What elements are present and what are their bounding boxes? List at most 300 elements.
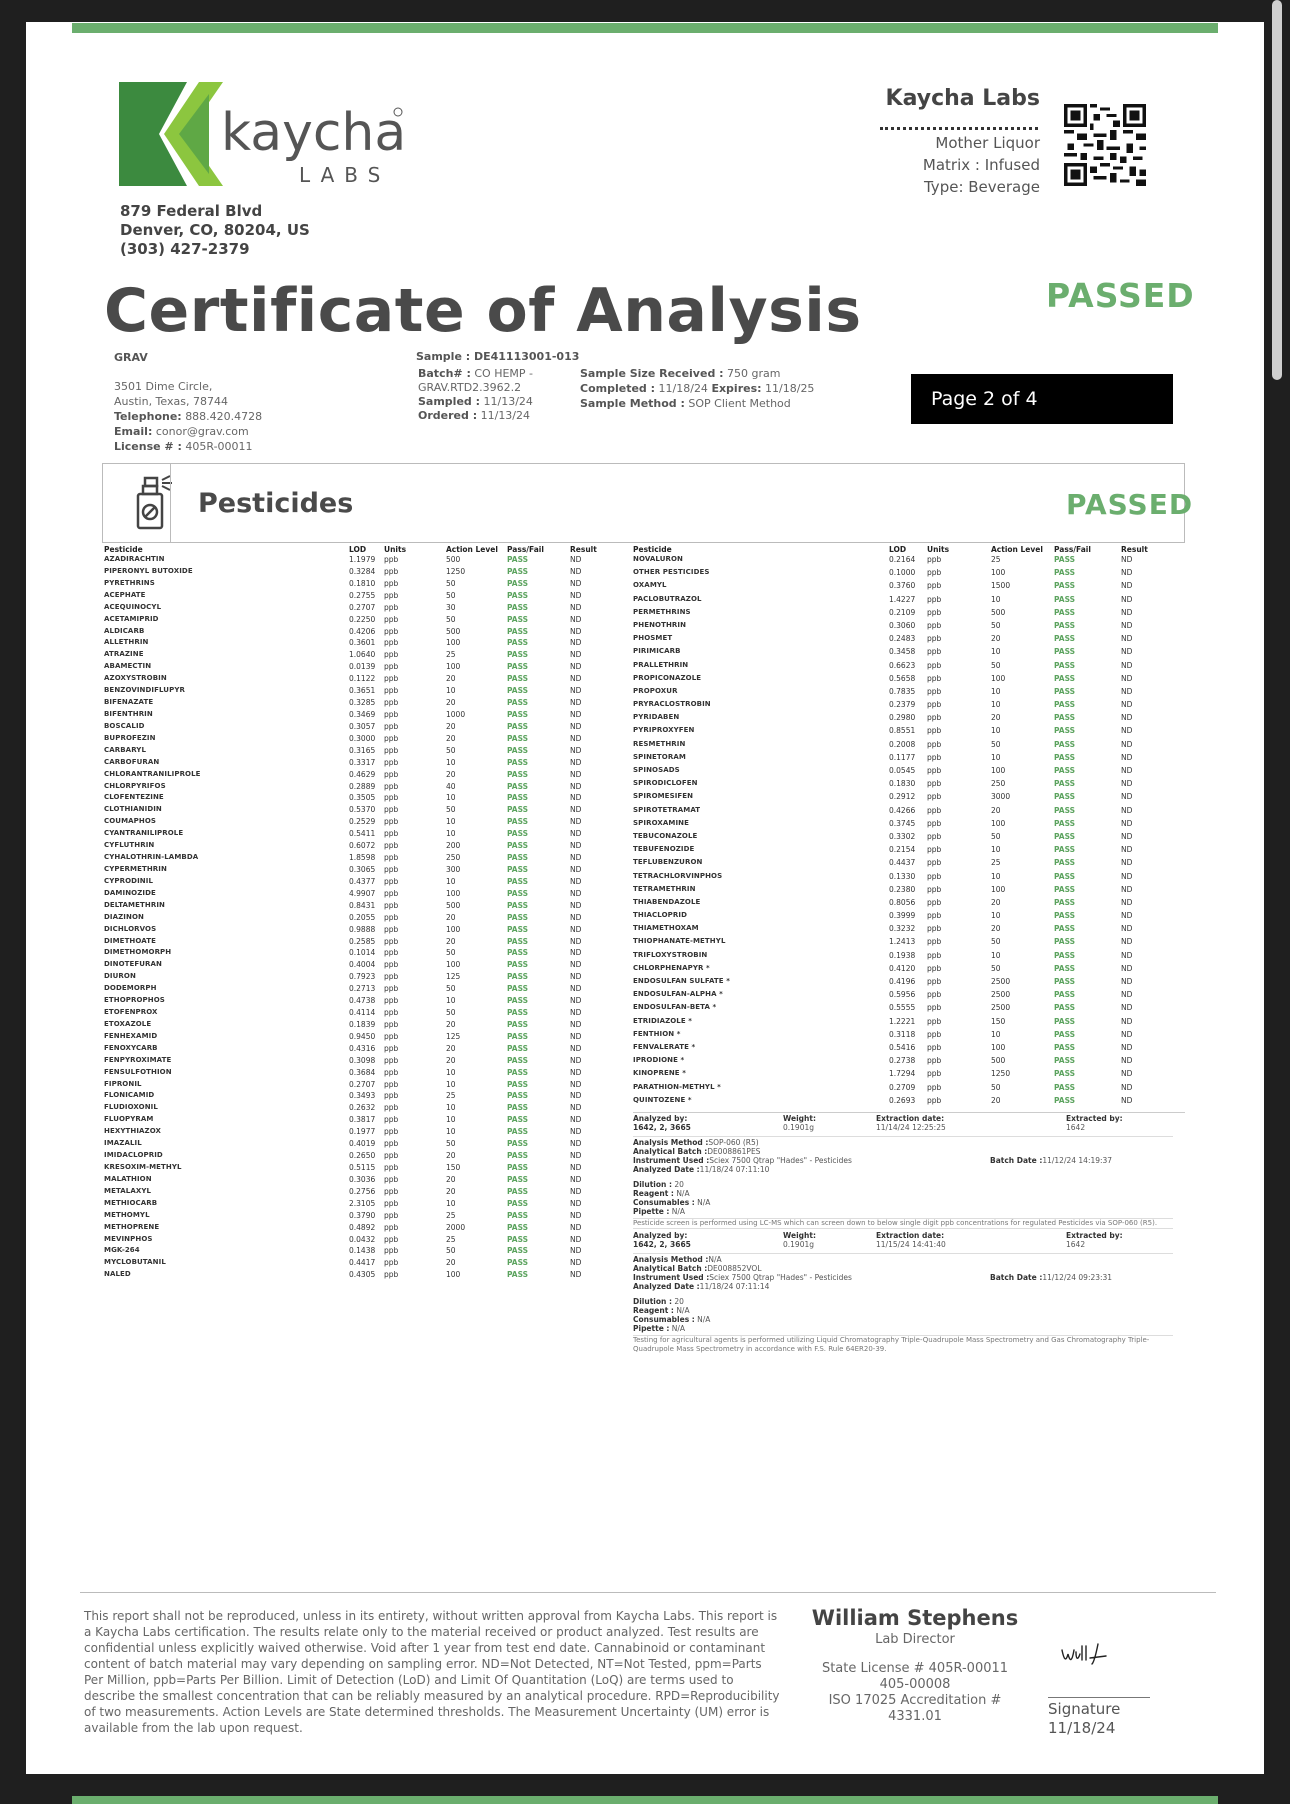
pass-fail: PASS — [507, 1210, 529, 1220]
action-level: 20 — [446, 1258, 456, 1268]
pass-fail: PASS — [507, 757, 529, 767]
result: ND — [570, 793, 582, 803]
table-row — [104, 1198, 582, 1211]
pass-fail: PASS — [1054, 963, 1076, 973]
result: ND — [1121, 713, 1133, 723]
pass-fail: PASS — [1054, 1082, 1076, 1092]
result: ND — [570, 972, 582, 982]
result: ND — [570, 936, 582, 946]
pass-fail: PASS — [1054, 594, 1076, 604]
pass-fail: PASS — [507, 733, 529, 743]
table-row — [633, 832, 1173, 845]
action-level: 100 — [446, 924, 461, 934]
result: ND — [570, 924, 582, 934]
result: ND — [570, 1127, 582, 1137]
pesticide-name: PROPOXUR — [633, 686, 678, 695]
table-row — [104, 566, 582, 579]
action-level: 125 — [446, 972, 461, 982]
units: ppb — [927, 739, 942, 749]
lod-value: 0.3505 — [349, 793, 376, 803]
units: ppb — [384, 996, 399, 1006]
lod-value: 0.3817 — [349, 1115, 376, 1125]
units: ppb — [384, 745, 399, 755]
pass-fail: PASS — [507, 805, 529, 815]
action-level: 25 — [446, 650, 456, 660]
table-row — [633, 1096, 1173, 1109]
pass-fail: PASS — [507, 1043, 529, 1053]
result: ND — [1121, 660, 1133, 670]
units: ppb — [927, 686, 942, 696]
action-level: 20 — [446, 1174, 456, 1184]
pesticide-name: ENDOSULFAN-ALPHA * — [633, 990, 723, 999]
pesticide-name: MEVINPHOS — [104, 1234, 153, 1243]
scrollbar[interactable] — [1272, 0, 1282, 380]
units: ppb — [927, 1082, 942, 1092]
result: ND — [570, 602, 582, 612]
units: ppb — [384, 853, 399, 863]
action-level: 1000 — [446, 709, 466, 719]
iso-accreditation: ISO 17025 Accreditation # 4331.01 — [828, 1693, 1002, 1724]
lod-value: 0.4417 — [349, 1258, 376, 1268]
result: ND — [1121, 700, 1133, 710]
result: ND — [570, 960, 582, 970]
action-level: 50 — [446, 614, 456, 624]
result: ND — [570, 1139, 582, 1149]
action-level: 50 — [991, 963, 1001, 973]
lab-address: 879 Federal Blvd Denver, CO, 80204, US (303) 427-2379 — [120, 202, 310, 258]
result: ND — [570, 864, 582, 874]
table-row — [104, 996, 582, 1008]
result: ND — [1121, 686, 1133, 696]
pesticide-name: CHLORPYRIFOS — [104, 781, 166, 790]
units: ppb — [384, 626, 399, 636]
client-address-1: 3501 Dime Circle, — [114, 380, 213, 393]
result: ND — [570, 841, 582, 851]
pesticide-name: AZOXYSTROBIN — [104, 674, 167, 683]
result: ND — [570, 1174, 582, 1184]
action-level: 25 — [446, 1234, 456, 1244]
lod-value: 0.3469 — [349, 709, 376, 719]
pesticide-name: PIRIMICARB — [633, 647, 681, 656]
pass-fail: PASS — [1054, 726, 1076, 736]
pesticide-name: PHENOTHRIN — [633, 620, 687, 629]
action-level: 50 — [446, 590, 456, 600]
lod-value: 0.7923 — [349, 972, 376, 982]
pass-fail: PASS — [1054, 937, 1076, 947]
pesticide-name: DODEMORPH — [104, 984, 157, 993]
table-row — [633, 1003, 1173, 1016]
pass-fail: PASS — [507, 841, 529, 851]
result: ND — [1121, 792, 1133, 802]
client-info: GRAV 3501 Dime Circle, Austin, Texas, 78744 Telephone: 888.420.4728 Email: conor@grav.com License # : 405R-00011 — [114, 351, 263, 453]
pass-fail: PASS — [507, 602, 529, 612]
action-level: 1250 — [991, 1069, 1011, 1079]
table-row — [104, 876, 582, 889]
lod-value: 0.2889 — [349, 781, 376, 791]
lod-value: 0.2756 — [349, 1186, 376, 1196]
result: ND — [570, 876, 582, 886]
lod-value: 0.2164 — [889, 555, 916, 564]
pass-fail: PASS — [507, 960, 529, 970]
lod-value: 0.4437 — [889, 858, 916, 868]
result: ND — [1121, 990, 1133, 1000]
table-row — [633, 806, 1173, 819]
units: ppb — [927, 884, 942, 894]
lod-value: 0.0139 — [349, 662, 376, 672]
pesticide-name: CYPRODINIL — [104, 876, 154, 885]
signer-name: William Stephens — [811, 1606, 1019, 1630]
pesticide-name: METHOPRENE — [104, 1222, 160, 1231]
action-level: 10 — [991, 594, 1001, 604]
pesticide-name: OXAMYL — [633, 581, 667, 590]
result: ND — [570, 817, 582, 827]
table-row — [633, 1056, 1173, 1069]
lod-value: 0.3232 — [889, 924, 916, 934]
action-level: 10 — [446, 876, 456, 886]
table-row — [104, 1258, 582, 1270]
table-row — [633, 595, 1173, 608]
result: ND — [570, 733, 582, 743]
action-level: 20 — [446, 1151, 456, 1161]
action-level: 250 — [991, 779, 1006, 789]
pesticide-name: METHIOCARB — [104, 1198, 158, 1207]
result: ND — [1121, 1082, 1133, 1092]
pass-fail: PASS — [507, 924, 529, 934]
lod-value: 0.1330 — [889, 871, 916, 881]
pesticide-name: TETRACHLORVINPHOS — [633, 871, 723, 880]
lod-value: 0.3060 — [889, 620, 916, 630]
pesticide-name: PYRIDABEN — [633, 713, 680, 722]
result: ND — [570, 1103, 582, 1113]
table-row — [104, 1234, 582, 1247]
units: ppb — [927, 700, 942, 710]
spray-bottle-icon — [124, 472, 184, 534]
units: ppb — [384, 1198, 399, 1208]
pesticide-name: TETRAMETHRIN — [633, 884, 696, 893]
action-level: 10 — [446, 1198, 456, 1208]
lod-value: 0.2055 — [349, 912, 376, 922]
table-row — [104, 1127, 582, 1139]
action-level: 500 — [991, 1056, 1006, 1066]
action-level: 10 — [991, 726, 1001, 736]
logo-text: kaycha — [221, 103, 407, 163]
units: ppb — [384, 829, 399, 839]
client-address-2: Austin, Texas, 78744 — [114, 395, 228, 408]
result: ND — [570, 662, 582, 672]
pass-fail: PASS — [507, 1031, 529, 1041]
lod-value: 0.2379 — [889, 700, 916, 710]
lod-value: 0.3760 — [889, 581, 916, 591]
lod-value: 0.3651 — [349, 686, 376, 696]
pesticide-name: FLUDIOXONIL — [104, 1103, 158, 1112]
pesticide-name: CARBARYL — [104, 745, 147, 754]
lod-value: 0.2709 — [889, 1082, 916, 1092]
action-level: 50 — [991, 739, 1001, 749]
lod-value: 1.0640 — [349, 650, 376, 660]
table-row — [104, 805, 582, 817]
units: ppb — [927, 924, 942, 934]
disclaimer-text: This report shall not be reproduced, unless in its entirety, without written approval from Kaycha Labs. This report is a Kaycha Labs certification. The results relate only to the material received or product analyzed. Test results are confidential unless explicitly waived otherwise. Void after 1 year from test end date. Cannabinoid or contaminant content of batch material may vary depending on sampling error. ND=Not Detected, NT=Not Tested, ppm=Parts Per Million, ppb=Parts Per Billion. Limit of Detection (LoD) and Limit Of Quantitation (LoQ) are terms used to describe the smallest concentration that can be reliably measured by an analytical procedure. RPD=Reproducibility of two measurements. Action Levels are State determined thresholds. The Measurement Uncertainty (UM) error is available from the lab upon request. — [84, 1609, 780, 1735]
action-level: 500 — [991, 607, 1006, 617]
table-row — [104, 1031, 582, 1044]
units: ppb — [384, 1008, 399, 1018]
table-row — [633, 898, 1173, 911]
table-row — [633, 674, 1173, 687]
pesticide-name: DIAZINON — [104, 912, 144, 921]
result: ND — [1121, 1029, 1133, 1039]
units: ppb — [384, 650, 399, 660]
table-row — [104, 1151, 582, 1163]
result: ND — [1121, 963, 1133, 973]
table-row — [104, 1174, 582, 1187]
action-level: 20 — [446, 1043, 456, 1053]
pesticide-name: ETHOPROPHOS — [104, 996, 165, 1005]
units: ppb — [384, 590, 399, 600]
table-row — [633, 1030, 1173, 1043]
units: ppb — [384, 614, 399, 624]
lod-value: 0.5416 — [889, 1042, 916, 1052]
table-row — [104, 1246, 582, 1258]
table-row — [104, 602, 582, 615]
table-header: Pesticide LOD Units Action Level Pass/Fail Result — [633, 545, 1148, 554]
result: ND — [1121, 766, 1133, 775]
lod-value: 1.2221 — [889, 1016, 916, 1026]
pesticide-name: TEBUCONAZOLE — [633, 831, 698, 840]
units: ppb — [384, 555, 399, 564]
pesticide-name: THIOPHANATE-METHYL — [633, 937, 726, 946]
lod-value: 0.2154 — [889, 845, 916, 855]
lod-value: 0.6072 — [349, 841, 376, 851]
pesticide-name: IMAZALIL — [104, 1139, 142, 1148]
table-row — [104, 984, 582, 996]
lod-value: 0.4266 — [889, 805, 916, 815]
units: ppb — [927, 607, 942, 617]
table-row — [104, 1270, 582, 1282]
lod-value: 0.5658 — [889, 673, 916, 683]
matrix-label: Matrix : Infused — [922, 156, 1040, 174]
pesticide-name: MGK-264 — [104, 1246, 140, 1255]
pesticide-name: IMIDACLOPRID — [104, 1151, 163, 1160]
pass-fail: PASS — [507, 1270, 529, 1280]
pass-fail: PASS — [1054, 673, 1076, 683]
units: ppb — [384, 1127, 399, 1137]
pass-fail: PASS — [1054, 845, 1076, 855]
pesticide-name: PROPICONAZOLE — [633, 673, 702, 682]
state-license: State License # 405R-00011 — [821, 1661, 1009, 1676]
lod-value: 0.1122 — [349, 674, 376, 684]
lod-value: 1.7294 — [889, 1069, 916, 1079]
table-row — [104, 578, 582, 591]
result: ND — [1121, 607, 1133, 617]
lod-value: 0.3999 — [889, 911, 916, 921]
pass-fail: PASS — [1054, 752, 1076, 762]
table-row — [633, 858, 1173, 871]
result: ND — [1121, 568, 1133, 578]
lod-value: 0.7835 — [889, 686, 916, 696]
pass-fail: PASS — [1054, 686, 1076, 696]
units: ppb — [384, 674, 399, 684]
lod-value: 0.4316 — [349, 1043, 376, 1053]
pass-fail: PASS — [1054, 779, 1076, 789]
license-2: 405-00008 — [879, 1677, 951, 1692]
action-level: 10 — [446, 1103, 456, 1113]
pesticide-name: AZADIRACHTIN — [104, 555, 165, 563]
table-row — [633, 555, 1173, 568]
table-row — [104, 829, 582, 841]
dotted-divider — [880, 127, 1038, 130]
pesticide-name: ACEQUINOCYL — [104, 602, 162, 611]
action-level: 50 — [991, 1082, 1001, 1092]
action-level: 20 — [991, 634, 1001, 644]
page-indicator: Page 2 of 4 — [911, 374, 1173, 424]
units: ppb — [384, 900, 399, 910]
action-level: 200 — [446, 841, 461, 851]
action-level: 300 — [446, 864, 461, 874]
table-row — [633, 687, 1173, 700]
table-row — [104, 1210, 582, 1223]
pass-fail: PASS — [1054, 660, 1076, 670]
table-row — [633, 1069, 1173, 1082]
action-level: 50 — [446, 1008, 456, 1018]
pass-fail: PASS — [1054, 977, 1076, 986]
product-info — [820, 132, 1040, 198]
action-level: 50 — [991, 620, 1001, 630]
lod-value: 0.9888 — [349, 924, 376, 934]
sample-info: Sample : DE41113001-013 Batch# : CO HEMP - GRAV.RTD2.3962.2 Sampled : 11/13/24 Ordered : 11/13/24 — [416, 350, 580, 422]
table-row — [104, 757, 582, 770]
pass-fail: PASS — [507, 984, 529, 994]
lod-value: 0.3684 — [349, 1067, 376, 1077]
result: ND — [570, 1234, 582, 1244]
units: ppb — [927, 634, 942, 644]
result: ND — [570, 1091, 582, 1101]
sample-details: Sample Size Received : 750 gram Completed : 11/18/24 Expires: 11/18/25 Sample Method : SOP Client Method — [580, 367, 815, 410]
action-level: 20 — [446, 733, 456, 743]
pass-fail: PASS — [1054, 581, 1076, 591]
qr-code-icon[interactable] — [1064, 104, 1146, 186]
lod-value: 0.4305 — [349, 1270, 376, 1280]
pass-fail: PASS — [507, 721, 529, 731]
pass-fail: PASS — [507, 1115, 529, 1125]
lod-value: 0.2912 — [889, 792, 916, 802]
pesticide-name: CYHALOTHRIN-LAMBDA — [104, 853, 199, 862]
lod-value: 0.3284 — [349, 566, 376, 576]
pesticide-name: FENTHION * — [633, 1029, 681, 1038]
lod-value: 0.8056 — [889, 897, 916, 907]
action-level: 25 — [991, 858, 1001, 868]
table-row — [104, 769, 582, 782]
pesticide-name: PRALLETHRIN — [633, 660, 689, 669]
table-row — [633, 819, 1173, 832]
pass-fail: PASS — [1054, 871, 1076, 881]
units: ppb — [384, 1258, 399, 1268]
lod-value: 0.2650 — [349, 1151, 376, 1161]
pesticide-name: CHLORPHENAPYR * — [633, 963, 710, 972]
pesticide-name: ETOXAZOLE — [104, 1019, 152, 1028]
action-level: 50 — [446, 1246, 456, 1256]
units: ppb — [384, 1270, 399, 1280]
units: ppb — [384, 1043, 399, 1053]
pesticide-table-left — [104, 545, 597, 1282]
pesticide-name: SPIROTETRAMAT — [633, 805, 701, 814]
result: ND — [570, 566, 582, 576]
pass-fail: PASS — [507, 1103, 529, 1113]
pesticide-name: BENZOVINDIFLUPYR — [104, 686, 185, 695]
result: ND — [570, 1031, 582, 1041]
result: ND — [1121, 594, 1133, 604]
lod-value: 0.4892 — [349, 1222, 376, 1232]
units: ppb — [384, 721, 399, 731]
pesticide-name: MYCLOBUTANIL — [104, 1258, 166, 1267]
table-row — [104, 1186, 582, 1199]
result: ND — [570, 900, 582, 910]
table-row — [104, 1103, 582, 1115]
lod-value: 0.1177 — [889, 752, 916, 762]
action-level: 100 — [446, 662, 461, 672]
units: ppb — [384, 1234, 399, 1244]
pass-fail: PASS — [507, 626, 529, 636]
table-row — [104, 1091, 582, 1103]
result: ND — [1121, 911, 1133, 921]
pass-fail: PASS — [507, 900, 529, 910]
action-level: 20 — [446, 936, 456, 946]
lod-value: 0.9450 — [349, 1031, 376, 1041]
action-level: 10 — [991, 1029, 1001, 1039]
lod-value: 0.3317 — [349, 757, 376, 767]
result: ND — [570, 721, 582, 731]
table-row — [633, 779, 1173, 792]
result: ND — [570, 912, 582, 922]
table-row — [633, 951, 1173, 964]
units: ppb — [927, 818, 942, 828]
action-level: 20 — [991, 713, 1001, 723]
units: ppb — [384, 817, 399, 827]
action-level: 100 — [991, 766, 1006, 775]
pesticide-name: PYRETHRINS — [104, 578, 155, 587]
result: ND — [570, 1198, 582, 1208]
units: ppb — [384, 1246, 399, 1256]
pass-fail: PASS — [507, 829, 529, 839]
table-row — [104, 614, 582, 627]
units: ppb — [384, 841, 399, 851]
result: ND — [1121, 845, 1133, 855]
pesticide-name: FENVALERATE * — [633, 1042, 696, 1051]
result: ND — [570, 745, 582, 755]
pesticide-name: DINOTEFURAN — [104, 960, 163, 969]
table-row — [104, 1222, 582, 1235]
units: ppb — [927, 555, 942, 564]
pass-fail: PASS — [1054, 792, 1076, 802]
lod-value: 0.2632 — [349, 1103, 376, 1113]
action-level: 30 — [446, 602, 456, 612]
lod-value: 0.3057 — [349, 721, 376, 731]
units: ppb — [927, 647, 942, 657]
table-row — [104, 662, 582, 674]
action-level: 50 — [991, 937, 1001, 947]
units: ppb — [384, 1055, 399, 1065]
units: ppb — [384, 686, 399, 696]
units: ppb — [927, 673, 942, 683]
pesticide-name: BOSCALID — [104, 721, 145, 730]
pesticide-name: SPINETORAM — [633, 752, 686, 761]
result: ND — [570, 626, 582, 636]
lod-value: 0.5370 — [349, 805, 376, 815]
action-level: 25 — [991, 555, 1001, 564]
signature-block — [1048, 1700, 1120, 1738]
action-level: 10 — [446, 1067, 456, 1077]
lod-value: 0.3458 — [889, 647, 916, 657]
pesticide-name: CHLORANTRANILIPROLE — [104, 769, 201, 778]
